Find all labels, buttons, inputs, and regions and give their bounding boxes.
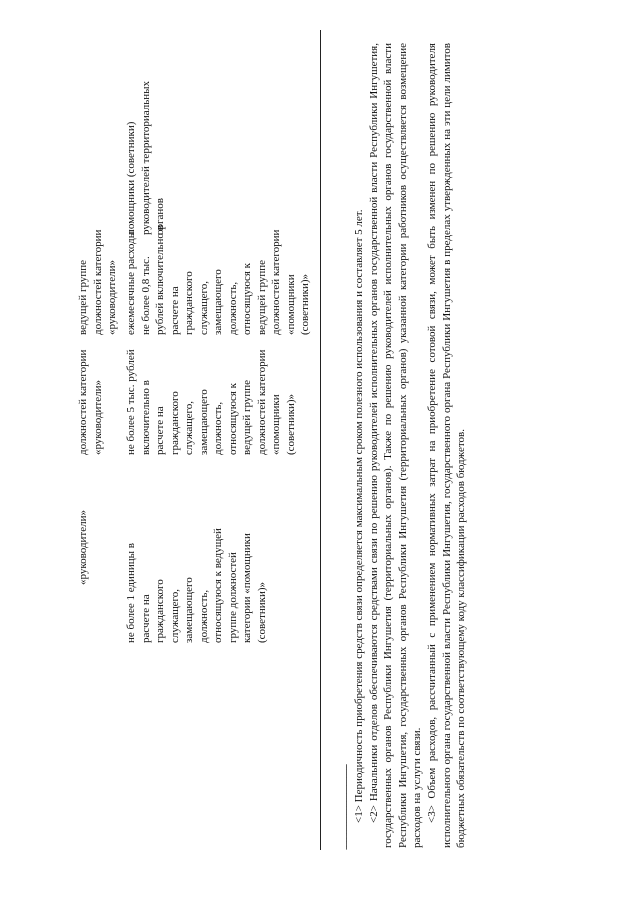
footnote-separator: -------------------------------- <box>340 764 352 850</box>
footnotes-block <box>352 43 469 848</box>
table-cell-position-category: «руководители» <box>77 510 89 585</box>
table-bottom-border <box>320 30 321 850</box>
table-cell-device-price-category: должностей категории «руководители» <box>77 349 104 455</box>
table-cell-device-quantity: не более 1 единицы в расчете на гражданского служащего, замещающего должность, относящуюся к ведущей группе должностей категории «помощники (советники)» <box>125 528 268 643</box>
table-cell-position-group: помощники (советники) руководителей территориальных органов <box>125 80 166 235</box>
table-cell-device-price: не более 5 тыс. рублей включительно в расчете на гражданского служащего, замещающего должность, относящуюся к ведущей группе должностей категории «помощники (советники)» <box>125 349 297 455</box>
table-cell-monthly-cost-category: ведущей группе должностей категории «руководители» <box>77 229 118 335</box>
footnote-1: <1> Периодичность приобретения средств связи определяется максимальным сроком полезного использования и составляет 5 лет. <box>353 209 365 823</box>
table-cell-monthly-cost: ежемесячные расходы не более 0,8 тыс. рублей включительно в расчете на гражданского служащего, замещающего должность, относящуюся к ведущей группе должностей категории «помощники (советники)» <box>125 225 311 335</box>
footnote-2: <2> Начальники отделов обеспечиваются средствами связи по решению руководителей исполнительных органов государственной власти Республики Ингушетия, государственных органов Республики Ингушетия (территориальных органов). Также по решению руководителей исполнительных органов государственной власти Республики Ингушетия, государственных органов Республики Ингушетия (территориальных органов) указанной категории работников осуществляется возмещение расходов на услуги связи. <box>367 43 424 848</box>
footnote-3: <3> Объем расходов, рассчитанный с применением нормативных затрат на приобретение сотовой связи, может быть изменен по решению руководителя исполнительного органа государственной власти Республики Ингушетия, государственного органа Республики Ингушетия в пределах утвержденных на эти цели лимитов бюджетных обязательств по соответствующему коду классификации расходов бюджетов. <box>425 43 468 848</box>
